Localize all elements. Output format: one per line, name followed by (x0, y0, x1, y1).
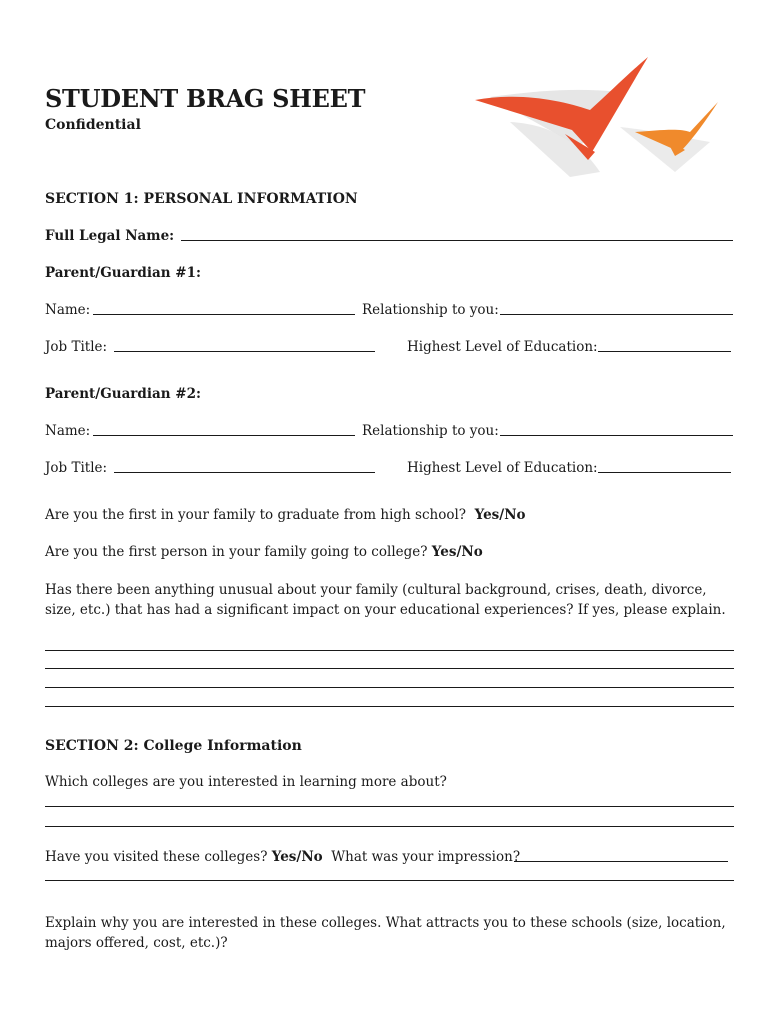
colleges-interest-question: Which colleges are you interested in learning more about? (45, 774, 447, 790)
impression-field[interactable] (514, 849, 728, 862)
parent1-education-label: Highest Level of Education: (407, 339, 598, 355)
parent2-job-title-label: Job Title: (45, 460, 108, 476)
first-to-college-options[interactable]: Yes/No (431, 544, 483, 560)
page-subtitle: Confidential (45, 117, 141, 133)
answer-line[interactable] (45, 826, 734, 827)
family-impact-question: Has there been anything unusual about your family (cultural background, crises, death, divorce, size, etc.) that has had a significant impact on your educational experiences? If yes, please explain. (45, 582, 726, 618)
answer-line[interactable] (45, 687, 734, 688)
first-to-graduate-options[interactable]: Yes/No (474, 507, 526, 523)
parent1-name-field[interactable] (93, 302, 355, 315)
colleges-attraction-question: Explain why you are interested in these colleges. What attracts you to these schools (size, location, majors offered, cost, etc.)? (45, 915, 726, 951)
section2-heading: SECTION 2: College Information (45, 738, 302, 754)
parent2-education-field[interactable] (598, 460, 731, 473)
answer-line[interactable] (45, 806, 734, 807)
parent2-relationship-label: Relationship to you: (362, 423, 499, 439)
parent2-name-label: Name: (45, 423, 91, 439)
parent2-job-title-field[interactable] (114, 460, 375, 473)
first-to-graduate-question: Are you the first in your family to graduate from high school? Yes/No (45, 507, 526, 523)
answer-line[interactable] (45, 706, 734, 707)
parent1-job-title-field[interactable] (114, 339, 375, 352)
parent1-heading: Parent/Guardian #1: (45, 265, 201, 281)
parent2-name-field[interactable] (93, 423, 355, 436)
first-to-college-question: Are you the first person in your family going to college? Yes/No (45, 544, 483, 560)
answer-line[interactable] (45, 880, 734, 881)
parent1-education-field[interactable] (598, 339, 731, 352)
parent1-relationship-field[interactable] (500, 302, 733, 315)
section1-heading: SECTION 1: PERSONAL INFORMATION (45, 191, 358, 207)
parent1-relationship-label: Relationship to you: (362, 302, 499, 318)
answer-line[interactable] (45, 668, 734, 669)
full-legal-name-label: Full Legal Name: (45, 228, 175, 244)
visited-colleges-question: Have you visited these colleges? Yes/No What was your impression? (45, 849, 521, 865)
full-legal-name-field[interactable] (181, 228, 733, 241)
parent2-heading: Parent/Guardian #2: (45, 386, 201, 402)
visited-colleges-options[interactable]: Yes/No (271, 849, 323, 865)
parent2-education-label: Highest Level of Education: (407, 460, 598, 476)
logo-swoosh-icon (470, 52, 730, 192)
page-title: STUDENT BRAG SHEET (45, 84, 366, 113)
answer-line[interactable] (45, 650, 734, 651)
parent1-job-title-label: Job Title: (45, 339, 108, 355)
parent1-name-label: Name: (45, 302, 91, 318)
parent2-relationship-field[interactable] (500, 423, 733, 436)
